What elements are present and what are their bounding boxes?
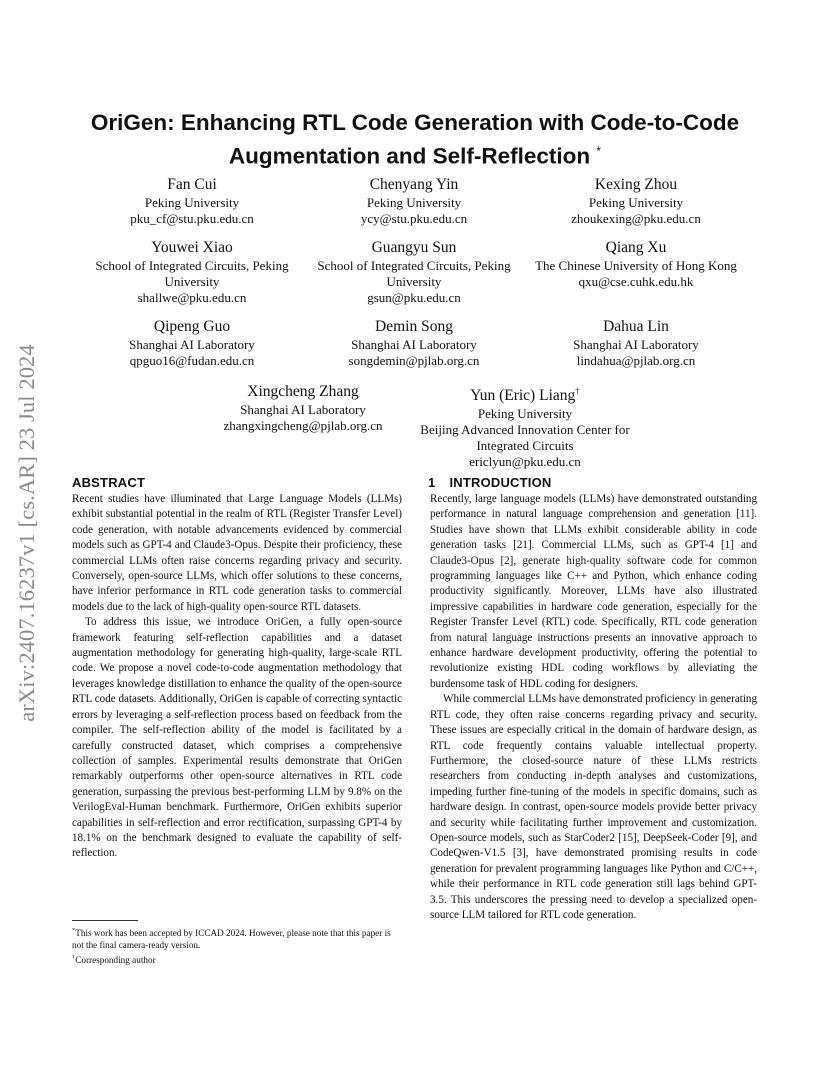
author-email: gsun@pku.edu.cn [367, 290, 461, 305]
author-block [92, 317, 292, 369]
author-email: qpguo16@fudan.edu.cn [129, 353, 255, 368]
corresponding-mark: † [575, 386, 580, 396]
author-name: Youwei Xiao [151, 239, 233, 256]
author-block [536, 175, 736, 227]
section-title: INTRODUCTION [449, 475, 552, 490]
author-name: Qiang Xu [605, 239, 667, 256]
author-email: pku_cf@stu.pku.edu.cn [130, 211, 254, 226]
author-block [200, 382, 406, 434]
author-email: ericlyun@pku.edu.cn [469, 454, 581, 470]
author-name: Qipeng Guo [153, 318, 231, 335]
section-number: 1 [428, 475, 436, 490]
footnote: *This work has been accepted by ICCAD 2024. However, please note that this paper is not the final camera-ready version. [72, 927, 391, 951]
author-name: Guangyu Sun [371, 239, 457, 256]
author-affiliation: Shanghai AI Laboratory [129, 337, 255, 352]
author-block [84, 238, 300, 306]
footnote-mark: * [72, 927, 76, 934]
author-affiliation: The Chinese University of Hong Kong [535, 258, 737, 273]
author-name: Demin Song [375, 318, 453, 335]
abstract-paragraph: Recent studies have illuminated that Large Language Models (LLMs) exhibit substantial potential in the realm of RTL (Register Transfer Level) code generation, with notable advancements evidenced by commercial models such as GPT-4 and Claude3-Opus. Despite their proficiency, these commercial LLMs often raise concerns regarding privacy and security. Conversely, open-source LLMs, which offer solutions to these concerns, have inferior performance in RTL code generation tasks to commercial models due to the lack of high-quality open-source RTL datasets. [72, 493, 402, 613]
author-block [92, 175, 292, 227]
author-block [418, 382, 632, 470]
author-email: lindahua@pjlab.org.cn [576, 353, 696, 368]
author-email: qxu@cse.cuhk.edu.hk [578, 274, 694, 289]
author-email: songdemin@pjlab.org.cn [348, 353, 480, 368]
author-affiliation: School of Integrated Circuits, Peking University [317, 258, 511, 289]
footnote-mark: † [72, 953, 76, 961]
abstract-heading: ABSTRACT [72, 475, 146, 490]
introduction-paragraph: While commercial LLMs have demonstrated proficiency in generating RTL code, they often raise concerns regarding privacy and security. These issues are especially critical in the domain of hardware design, as RTL code frequently contains valuable intellectual property. Furthermore, the closed-source nature of these LLMs restricts researchers from conducting in-depth analyses and customizations, impeding further fine-tuning of the models in specific domains, such as hardware design. In contrast, open-source models provide better privacy and security while facilitating further improvement and customization. Open-source models, such as StarCoder2 [15], DeepSeek-Coder [9], and CodeQwen-V1.5 [3], have demonstrated promising results in code generation for prevalent programming languages like Python and C/C++, while their performance in RTL code generation still lags behind GPT-3.5. This underscores the pressing need to develop a specialized open-source LLM tailored for RTL code generation. [430, 693, 757, 921]
author-block [528, 238, 744, 290]
footnote-rule [72, 920, 138, 921]
footnote: †Corresponding author [72, 953, 156, 965]
author-affiliation: Shanghai AI Laboratory [240, 402, 366, 417]
author-email: zhoukexing@pku.edu.cn [571, 211, 701, 226]
author-affiliation: Shanghai AI Laboratory [573, 337, 699, 352]
author-name: Chenyang Yin [369, 176, 459, 193]
introduction-body [430, 492, 757, 923]
introduction-heading [428, 475, 552, 490]
arxiv-stamp [6, 305, 48, 760]
author-name: Yun (Eric) Liang† [470, 386, 580, 405]
author-name: Dahua Lin [603, 318, 669, 335]
author-email: ycy@stu.pku.edu.cn [360, 211, 468, 226]
title-line-1: OriGen: Enhancing RTL Code Generation with Code-to-Code [90, 110, 740, 135]
arxiv-identifier: arXiv:2407.16237v1 [cs.AR] 23 Jul 2024 [14, 343, 39, 722]
author-name: Kexing Zhou [594, 176, 678, 193]
author-affiliation: Shanghai AI Laboratory [351, 337, 477, 352]
footnotes [72, 925, 402, 966]
author-email: zhangxingcheng@pjlab.org.cn [223, 418, 383, 433]
author-name: Xingcheng Zhang [247, 383, 359, 400]
author-block [314, 317, 514, 369]
author-email: shallwe@pku.edu.cn [137, 290, 247, 305]
author-affiliation: Peking University [477, 406, 573, 422]
author-affiliation: School of Integrated Circuits, Peking University [95, 258, 289, 289]
author-name: Fan Cui [167, 176, 217, 193]
introduction-paragraph: Recently, large language models (LLMs) have demonstrated outstanding performance in natural language comprehension and generation [11]. Studies have shown that LLMs exhibit considerable ability in code generation tasks [21]. Commercial LLMs, such as GPT-4 [1] and Claude3-Opus [2], generate high-quality software code for common programming languages like C++ and Python, which enhance coding productivity significantly. Moreover, LLMs have also illustrated impressive capabilities in hardware code generation, especially for the Register Transfer Level (RTL) code. Specifically, RTL code generation from natural language instructions presents an innovative approach to enhance hardware development productivity, offering the potential to revolutionize existing HDL coding workflows by alleviating the burdensome task of HDL coding for designers. [430, 493, 757, 690]
author-block [536, 317, 736, 369]
author-affiliation: Peking University [144, 195, 240, 210]
abstract-paragraph: To address this issue, we introduce OriGen, a fully open-source framework featuring self-reflection capabilities and a dataset augmentation methodology for generating high-quality, large-scale RTL code. We propose a novel code-to-code augmentation methodology that leverages knowledge distillation to enhance the quality of the open-source RTL code datasets. Additionally, OriGen is capable of correcting syntactic errors by leveraging a self-reflection process based on feedback from the compiler. The self-reflection ability of the model is facilitated by a carefully constructed dataset, which comprises a comprehensive collection of samples. Experimental results demonstrate that OriGen remarkably outperforms other open-source alternatives in RTL code generation, surpassing the previous best-performing LLM by 9.8% on the VerilogEval-Human benchmark. Furthermore, OriGen exhibits superior capabilities in self-reflection and error rectification, surpassing GPT-4 by 18.1% on the benchmark designed to evaluate the capability of self-reflection. [72, 616, 402, 860]
author-block [314, 175, 514, 227]
abstract-body [72, 492, 402, 862]
paper-title [70, 109, 760, 171]
author-affiliation: Peking University [366, 195, 462, 210]
title-line-2: Augmentation and Self-Reflection [228, 143, 591, 169]
author-affiliation: Peking University [588, 195, 684, 210]
author-affiliation-secondary: Beijing Advanced Innovation Center for Integrated Circuits [420, 422, 630, 454]
title-footnote-mark: * [596, 144, 602, 158]
author-block [306, 238, 522, 306]
